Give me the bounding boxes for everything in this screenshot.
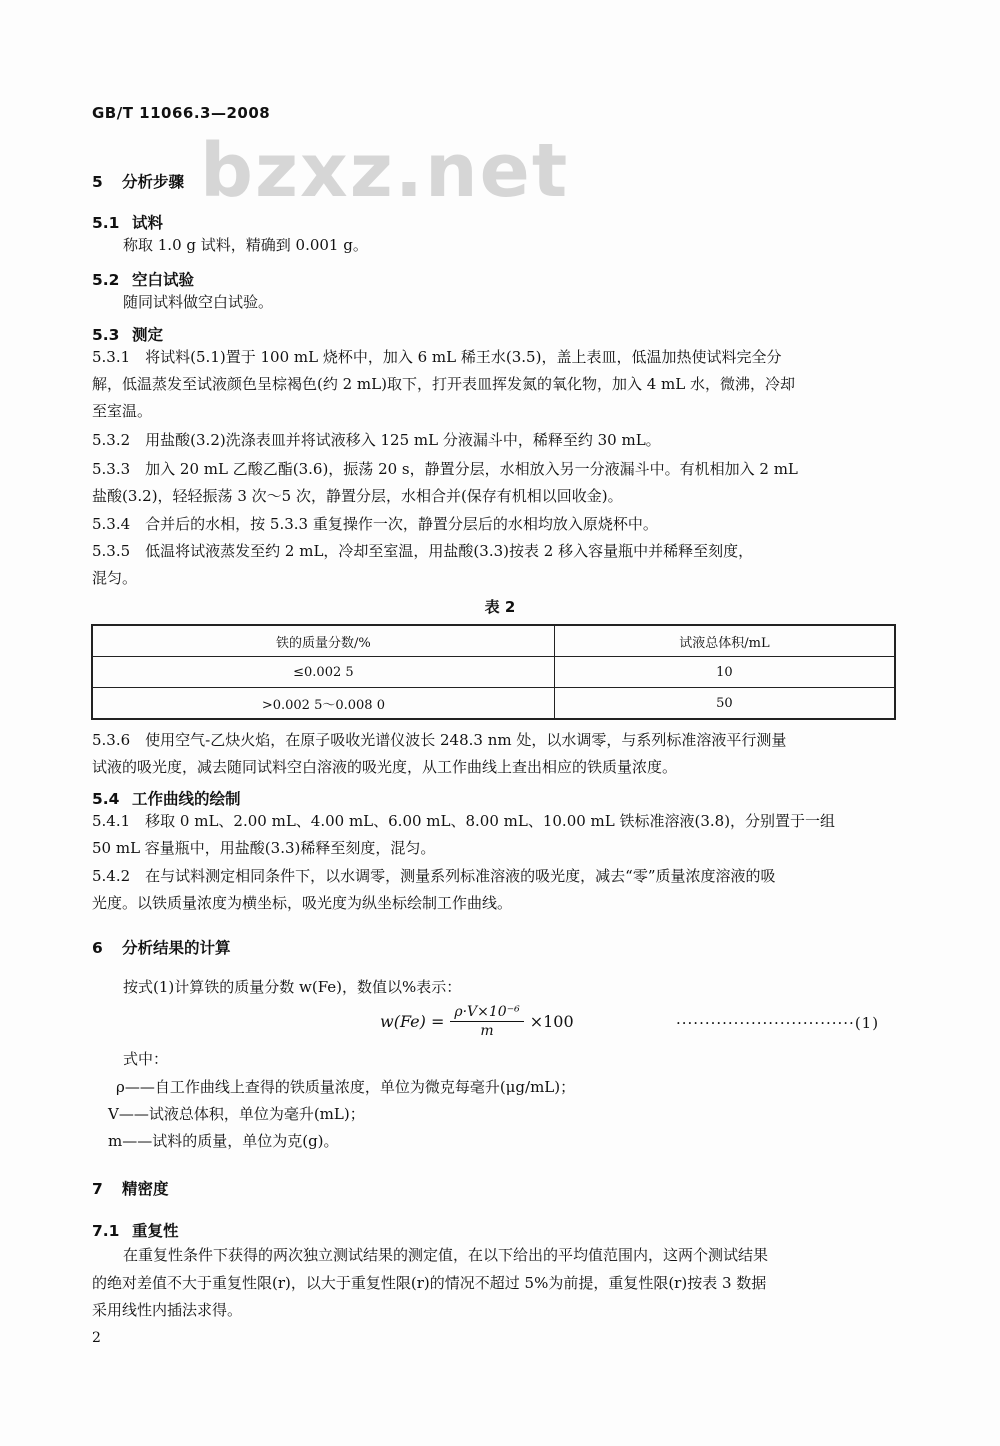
paragraph-line: 5.3.6 使用空气-乙炔火焰，在原子吸收光谱仪波长 248.3 nm 处，以水调零，与系列标准溶液平行测量 [92,731,787,749]
section-number: 5.2 [92,271,120,289]
section-number: 7.1 [92,1222,120,1240]
section-5-1-heading [92,211,163,233]
section-number: 7 [92,1180,103,1198]
table-caption: 表 2 [484,598,516,616]
formula-tail: ×100 [529,1012,574,1031]
equation-number: (1) [854,1014,880,1032]
section-5-4-heading [92,787,241,809]
section-number: 5.4 [92,790,120,808]
section-number: 5 [92,173,103,191]
section-5-3-heading [92,323,163,345]
section-title: 分析结果的计算 [122,939,231,957]
paragraph-line: 盐酸(3.2)，轻轻振荡 3 次～5 次，静置分层，水相合并(保存有机相以回收金)。 [92,487,623,505]
section-title: 分析步骤 [122,173,185,191]
paragraph-line: 试液的吸光度，减去随同试料空白溶液的吸光度，从工作曲线上查出相应的铁质量浓度。 [92,758,678,776]
paragraph-line: 光度。以铁质量浓度为横坐标，吸光度为纵坐标绘制工作曲线。 [92,894,513,912]
paragraph-line: 5.3.3 加入 20 mL 乙酸乙酯(3.6)，振荡 20 s，静置分层，水相放入另一分液漏斗中。有机相加入 2 mL [92,460,798,478]
where-m: m——试料的质量，单位为克(g)。 [108,1132,339,1150]
paragraph-line: 称取 1.0 g 试料，精确到 0.001 g。 [123,236,368,254]
standard-number-header: GB/T 11066.3—2008 [92,104,271,122]
paragraph-line: 5.3.5 低温将试液蒸发至约 2 mL，冷却至室温，用盐酸(3.3)按表 2 移入容量瓶中并稀释至刻度， [92,542,754,560]
paragraph-line: 按式(1)计算铁的质量分数 w(Fe)，数值以%表示： [123,978,462,996]
paragraph-line: 随同试料做空白试验。 [123,293,274,311]
table-header-cell: 试液总体积/mL [554,625,895,657]
paragraph-line: 50 mL 容量瓶中，用盐酸(3.3)稀释至刻度，混匀。 [92,839,436,857]
paragraph-line: 5.3.4 合并后的水相，按 5.3.3 重复操作一次，静置分层后的水相均放入原烧杯中。 [92,515,658,533]
formula-fraction [450,1004,523,1039]
section-number: 5.3 [92,326,120,344]
paragraph-line: 的绝对差值不大于重复性限(r)，以大于重复性限(r)的情况不超过 5%为前提，重复性限(r)按表 3 数据 [92,1274,767,1292]
formula-1 [380,1004,574,1039]
leader-dots: ······························· [676,1014,855,1032]
where-rho: ρ——自工作曲线上查得的铁质量浓度，单位为微克每毫升(μg/mL)； [116,1078,576,1096]
section-7-heading [92,1177,169,1199]
table-cell: ≤0.002 5 [92,657,554,688]
section-6-heading [92,936,231,958]
table-cell: 50 [554,688,895,720]
section-number: 6 [92,939,103,957]
section-5-heading [92,170,184,192]
paragraph-line: 5.4.1 移取 0 mL、2.00 mL、4.00 mL、6.00 mL、8.00 mL、10.00 mL 铁标准溶液(3.8)，分别置于一组 [92,812,836,830]
page-number: 2 [92,1330,101,1346]
section-number: 5.1 [92,214,120,232]
table-header-row [92,625,895,657]
section-title: 重复性 [132,1222,179,1240]
table-cell: 10 [554,657,895,688]
table-2 [91,624,896,720]
section-title: 试料 [132,214,164,232]
paragraph-line: 采用线性内插法求得。 [92,1301,243,1319]
section-title: 精密度 [122,1180,169,1198]
table-cell: >0.002 5～0.008 0 [92,688,554,720]
paragraph-line: 5.4.2 在与试料测定相同条件下，以水调零，测量系列标准溶液的吸光度，减去“零”质量浓度溶液的吸 [92,867,776,885]
paragraph-line: 解，低温蒸发至试液颜色呈棕褐色(约 2 mL)取下，打开表皿挥发氮的氧化物，加入 4 mL 水，微沸，冷却 [92,375,796,393]
paragraph-line: 5.3.2 用盐酸(3.2)洗涤表皿并将试液移入 125 mL 分液漏斗中，稀释至约 30 mL。 [92,431,661,449]
formula-denominator: m [480,1023,494,1039]
paragraph-line: 至室温。 [92,402,153,420]
table-row [92,688,895,720]
paragraph-line: 在重复性条件下获得的两次独立测试结果的测定值，在以下给出的平均值范围内，这两个测试结果 [123,1246,769,1264]
section-title: 测定 [132,326,164,344]
section-7-1-heading [92,1219,179,1241]
paragraph-line: 混匀。 [92,569,138,587]
paragraph-line: 5.3.1 将试料(5.1)置于 100 mL 烧杯中，加入 6 mL 稀王水(3.5)，盖上表皿，低温加热使试料完全分 [92,348,782,366]
table-header-cell: 铁的质量分数/% [92,625,554,657]
watermark: bzxz.net [200,128,570,214]
section-title: 空白试验 [132,271,195,289]
table-row [92,657,895,688]
where-v: V——试液总体积，单位为毫升(mL)； [108,1105,365,1123]
section-title: 工作曲线的绘制 [132,790,241,808]
where-intro: 式中： [123,1050,169,1068]
formula-numerator: ρ·V×10⁻⁶ [450,1004,523,1022]
section-5-2-heading [92,268,194,290]
formula-lhs: w(Fe) = [380,1012,445,1031]
equation-leader [676,1014,879,1032]
